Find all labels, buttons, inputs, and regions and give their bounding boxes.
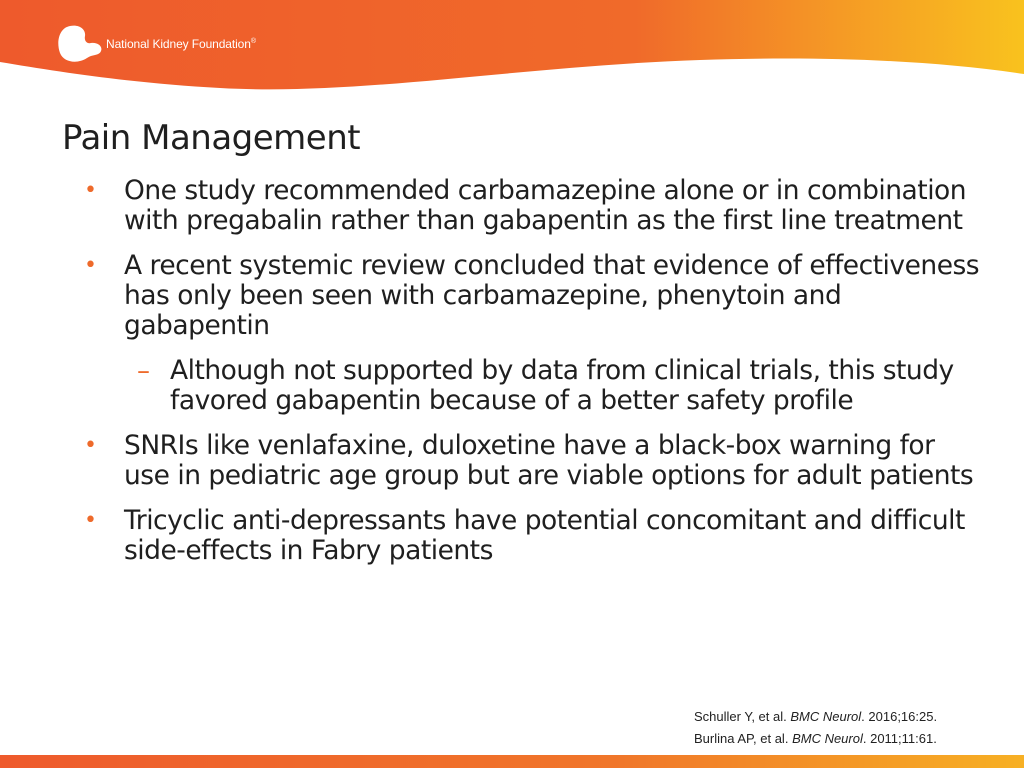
bullet-item: [0, 251, 984, 341]
citations: [694, 706, 937, 750]
sub-bullet-marker: –: [137, 356, 150, 386]
bullet-marker: •: [84, 253, 97, 278]
bullet-text: SNRIs like venlafaxine, duloxetine have a black-box warning for use in pediatric age group but are viable options for adult patients: [124, 430, 974, 491]
bullet-marker: •: [84, 433, 97, 458]
bullet-item: [0, 506, 984, 566]
bullet-item: [0, 431, 984, 491]
sub-bullet-text: Although not supported by data from clinical trials, this study favored gabapentin because of a better safety profile: [170, 355, 954, 416]
logo-text: National Kidney Foundation®: [106, 37, 256, 51]
logo: [56, 24, 256, 64]
bullet-marker: •: [84, 178, 97, 203]
bullet-text: A recent systemic review concluded that evidence of effectiveness has only been seen with carbamazepine, phenytoin and gabapentin: [124, 250, 980, 341]
bullet-text: Tricyclic anti-depressants have potential concomitant and difficult side-effects in Fabry patients: [124, 505, 965, 566]
slide-title: Pain Management: [62, 118, 361, 158]
footer-band: [0, 755, 1024, 768]
citation: Schuller Y, et al. BMC Neurol. 2016;16:25.: [694, 709, 938, 724]
bullet-marker: •: [84, 508, 97, 533]
bullet-item: [0, 176, 984, 236]
citation: Burlina AP, et al. BMC Neurol. 2011;11:61.: [694, 731, 937, 746]
kidney-logo-icon: [56, 24, 102, 64]
bullet-list: [0, 176, 1024, 581]
bullet-text: One study recommended carbamazepine alone or in combination with pregabalin rather than gabapentin as the first line treatment: [124, 175, 967, 236]
sub-bullet-item: [0, 356, 1000, 416]
